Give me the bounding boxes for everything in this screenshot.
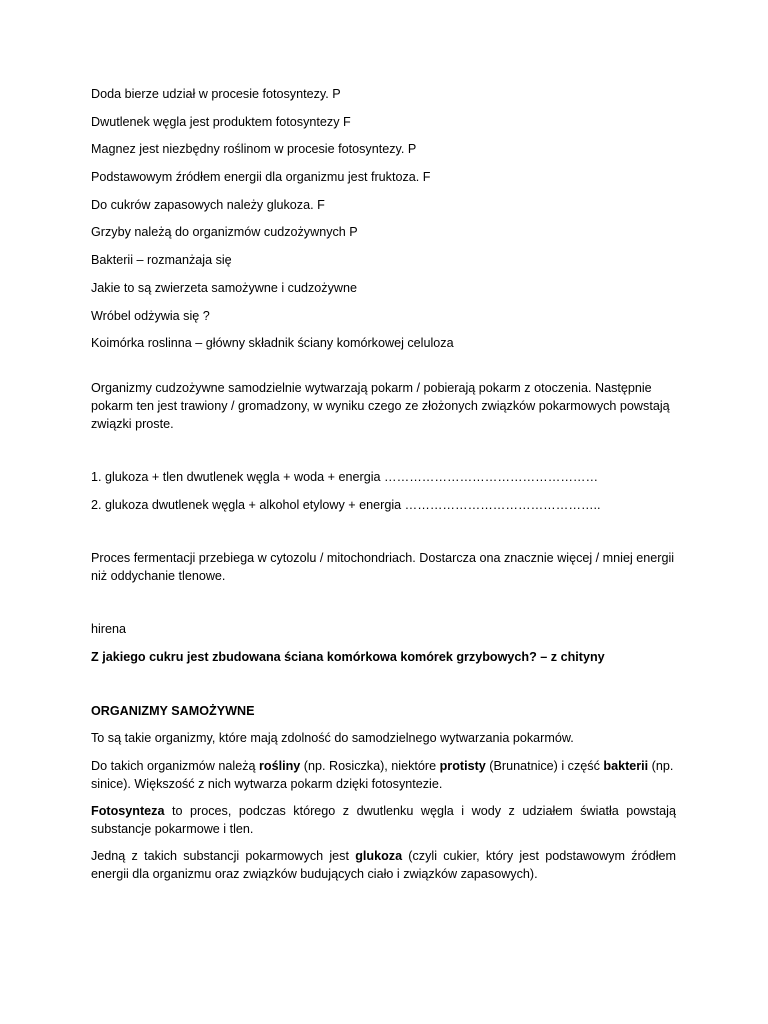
text-span: (czyli cukier, który jest podstawowym źródłem energii dla organizmu oraz związków budujących ciało i związków zapasowych). [91, 849, 677, 881]
heterotrophs-paragraph: Organizmy cudzożywne samodzielnie wytwarzają pokarm / pobierają pokarm z otoczenia. Następnie pokarm ten jest trawiony / gromadzony, w wyniku czego ze złożonych związków pokarmowych powstają związki proste. [91, 380, 670, 431]
statement-line: Do cukrów zapasowych należy glukoza. F [91, 197, 325, 212]
section-paragraph-1: To są takie organizmy, które mają zdolność do samodzielnego wytwarzania pokarmów. [91, 731, 574, 746]
statement-line: Wróbel odżywia się ? [91, 308, 210, 323]
statement-line: Jakie to są zwierzeta samożywne i cudzożywne [91, 280, 357, 295]
hirena-text: hirena [91, 622, 127, 637]
question-bold: Z jakiego cukru jest zbudowana ściana komórkowa komórek grzybowych? – z chityny [91, 649, 605, 664]
statement-line: Grzyby należą do organizmów cudzożywnych P [91, 225, 358, 240]
text-span: Jedną z takich substancji pokarmowych jest [91, 849, 356, 863]
bold-term: glukoza [355, 849, 403, 863]
bold-term: bakterii [603, 759, 649, 773]
section-heading-text: ORGANIZMY SAMOŻYWNE [91, 703, 255, 718]
bold-term: rośliny [259, 759, 301, 773]
text-span: (np. Rosiczka), niektóre [300, 759, 440, 773]
statement-line: Koimórka roslinna – główny składnik ściany komórkowej celuloza [91, 336, 454, 351]
statement-line: Dwutlenek węgla jest produktem fotosyntezy F [91, 114, 351, 129]
text-span: (np. sinice). Większość z nich wytwarza pokarm dzięki fotosyntezie. [91, 759, 674, 791]
bold-term: protisty [439, 759, 486, 773]
fermentation-paragraph: Proces fermentacji przebiega w cytozolu / mitochondriach. Dostarcza ona znacznie więcej / mniej energii niż oddychanie tlenowe. [91, 551, 675, 584]
section-paragraph-4 [91, 847, 676, 883]
text-span: to proces, podczas którego z dwutlenku węgla i wody z udziałem światła powstają substancje pokarmowe i tlen. [91, 804, 676, 836]
section-heading [91, 702, 676, 720]
statement-line: Bakterii – rozmanżaja się [91, 253, 232, 268]
question-line [91, 648, 676, 666]
section-paragraph-2 [91, 757, 676, 793]
equation-line: 1. glukoza + tlen dwutlenek węgla + woda + energia …………………………………………… [91, 469, 599, 484]
statement-line: Magnez jest niezbędny roślinom w procesie fotosyntezy. P [91, 142, 417, 157]
statement-line: Podstawowym źródłem energii dla organizmu jest fruktoza. F [91, 170, 431, 185]
text-span: (Brunatnice) i część [485, 759, 604, 773]
document-body [91, 85, 676, 892]
section-paragraph-3 [91, 802, 676, 838]
bold-term: Fotosynteza [91, 804, 165, 818]
equation-line: 2. glukoza dwutlenek węgla + alkohol etylowy + energia ……………………………………….. [91, 497, 601, 512]
text-span: Do takich organizmów należą [91, 759, 259, 773]
statement-line: Doda bierze udział w procesie fotosyntezy. P [91, 87, 341, 101]
